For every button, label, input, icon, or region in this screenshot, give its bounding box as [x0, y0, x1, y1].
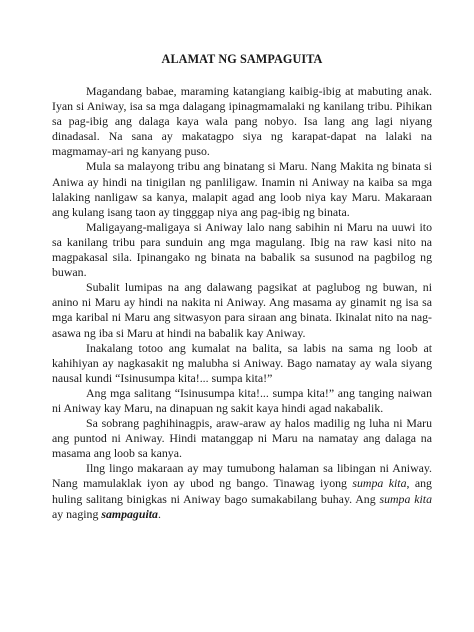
paragraph-8-text-3: ay naging	[52, 506, 102, 521]
paragraph-4: Subalit lumipas na ang dalawang pagsikat at paglubog ng buwan, ni anino ni Maru ay hindi na nakita ni Aniway. Ang masama ay ginamit ng isa sa mga karibal ni Maru ang sitwasyon para siraan ang binata. Ikinalat nito na nag-asawa ng iba si Maru at hindi na babalik kay Aniway.	[52, 280, 432, 340]
paragraph-8-text-1: Ilng lingo makaraan ay may tumubong halaman sa libingan ni Aniway. Nang mamulaklak iyon ay ubod ng bango. Tinawag iyong	[52, 461, 432, 491]
paragraph-8-text-4: .	[157, 506, 161, 521]
paragraph-8	[52, 461, 432, 521]
document-title: ALAMAT NG SAMPAGUITA	[161, 52, 323, 66]
paragraph-6: Ang mga salitang “Isinusumpa kita!... sumpa kita!” ang tanging naiwan ni Aniway kay Maru, na dinapuan ng sakit kaya hindi agad nakabalik.	[52, 385, 432, 415]
paragraph-8-italic-2: sumpa kita	[379, 491, 432, 506]
paragraph-8-italic-1: sumpa kita	[352, 476, 407, 491]
document-page	[52, 52, 432, 522]
paragraph-5: Inakalang totoo ang kumalat na balita, sa labis na sama ng loob at kahihiyan ay nagkasakit ng malubha si Aniway. Bago namatay ay wala siyang nausal kundi “Isinusumpa kita!... sumpa kita!”	[52, 340, 432, 385]
paragraph-8-text-2: , ang huling salitang binigkas ni Aniway bago sumakabilang buhay. Ang	[52, 476, 432, 506]
paragraph-3: Maligayang-maligaya si Aniway lalo nang sabihin ni Maru na uuwi ito sa kanilang tribu para sunduin ang mga magulang. Ibig na raw kasi nito na magpakasal sila. Ipinangako ng binata na babalik sa susunod na pagbilog ng buwan.	[52, 219, 432, 280]
paragraph-7: Sa sobrang paghihinagpis, araw-araw ay halos madilig ng luha ni Maru ang puntod ni Aniway. Hindi matanggap ni Maru na namatay ang dalaga na masama ang loob sa kanya.	[52, 416, 432, 461]
paragraph-8-bold-italic: sampaguita	[101, 506, 158, 521]
paragraph-1: Magandang babae, maraming katangiang kaibig-ibig at mabuting anak. Iyan si Aniway, isa sa mga dalagang ipinagmamalaki ng kanilang tribu. Pihikan sa pag-ibig ang dalaga kaya wala pang nobyo. Isa lang ang lagi niyang dinadasal. Na sana ay makatagpo siya ng karapat-dapat na lalaki na magmamay-ari ng kanyang puso.	[52, 84, 432, 159]
paragraph-2: Mula sa malayong tribu ang binatang si Maru. Nang Makita ng binata si Aniwa ay hindi na tinigilan ng panliligaw. Inamin ni Aniway na kaiba sa mga lalaking nanligaw sa kanya, malapit agad ang loob niya kay Maru. Makaraan ang kulang isang taon ay tingggap niya ang pag-ibig ng binata.	[52, 159, 432, 219]
